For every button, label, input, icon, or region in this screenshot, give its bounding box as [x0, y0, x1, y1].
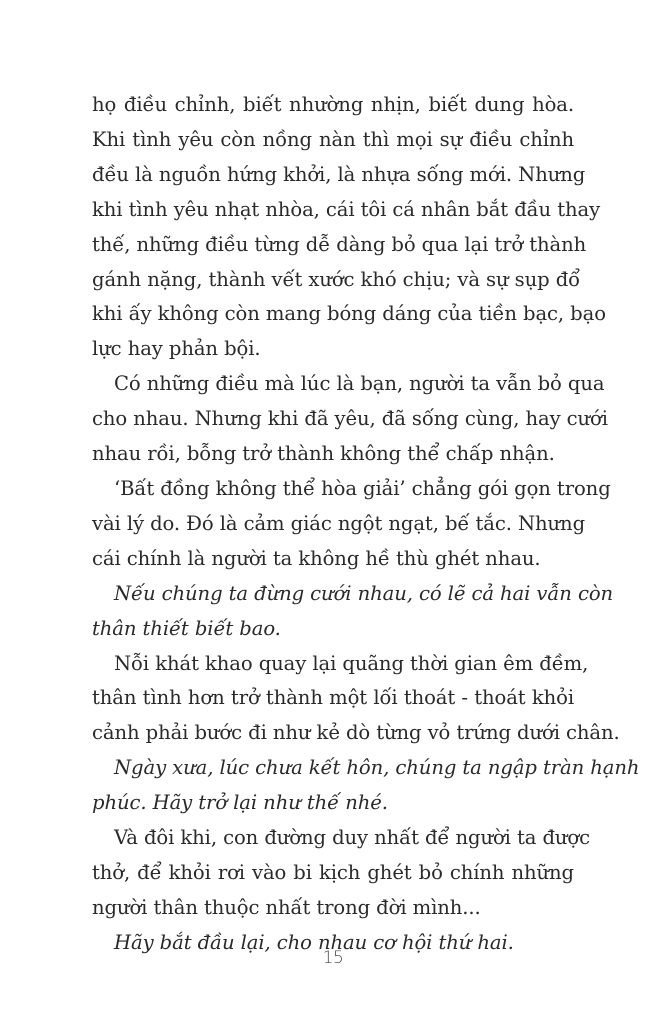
text-line: Nếu chúng ta đừng cưới nhau, có lẽ cả hai vẫn còn: [114, 581, 614, 605]
text-line: gánh nặng, thành vết xước khó chịu; và sự sụp đổ: [92, 267, 581, 291]
text-line: cảnh phải bước đi như kẻ dò từng vỏ trứng dưới chân.: [92, 721, 620, 745]
text-line: cho nhau. Nhưng khi đã yêu, đã sống cùng, hay cưới: [92, 407, 608, 431]
text-line: người thân thuộc nhất trong đời mình...: [92, 895, 481, 919]
text-line: Và đôi khi, con đường duy nhất để người ta được: [114, 826, 590, 850]
text-line: khi tình yêu nhạt nhòa, cái tôi cá nhân bắt đầu thay: [92, 197, 601, 221]
paragraph-2: [92, 367, 608, 472]
paragraph-1: [92, 88, 606, 367]
text-line: Khi tình yêu còn nồng nàn thì mọi sự điều chỉnh: [92, 127, 574, 151]
text-line: khi ấy không còn mang bóng dáng của tiền bạc, bạo: [92, 302, 606, 326]
text-line: lực hay phản bội.: [92, 337, 261, 361]
text-line: nhau rồi, bỗng trở thành không thể chấp nhận.: [92, 442, 555, 466]
text-line: Ngày xưa, lúc chưa kết hôn, chúng ta ngập tràn hạnh: [114, 756, 640, 780]
paragraph-3: [92, 472, 611, 577]
text-line: vài lý do. Đó là cảm giác ngột ngạt, bế tắc. Nhưng: [92, 511, 586, 535]
text-line: đều là nguồn hứng khởi, là nhựa sống mới. Nhưng: [92, 162, 586, 186]
text-line: thế, những điều từng dễ dàng bỏ qua lại trở thành: [92, 232, 587, 256]
text-line: phúc. Hãy trở lại như thế nhé.: [92, 791, 388, 815]
paragraph-6-italic: [92, 751, 640, 821]
paragraph-7: [92, 821, 590, 926]
body-text: [92, 88, 640, 961]
text-line: Hãy bắt đầu lại, cho nhau cơ hội thứ hai.: [114, 930, 514, 954]
text-line: cái chính là người ta không hề thù ghét nhau.: [92, 546, 541, 570]
page-number: 15: [322, 948, 344, 968]
text-line: thân thiết biết bao.: [92, 616, 281, 640]
text-line: Có những điều mà lúc là bạn, người ta vẫn bỏ qua: [114, 372, 605, 396]
paragraph-5: [92, 647, 620, 752]
text-line: họ điều chỉnh, biết nhường nhịn, biết dung hòa.: [92, 93, 574, 116]
text-line: thân tình hơn trở thành một lối thoát - thoát khỏi: [92, 686, 574, 710]
text-line: thở, để khỏi rơi vào bi kịch ghét bỏ chính những: [92, 860, 574, 884]
text-line: ‘Bất đồng không thể hòa giải’ chẳng gói gọn trong: [114, 476, 611, 500]
paragraph-4-italic: [92, 577, 614, 647]
text-line: Nỗi khát khao quay lại quãng thời gian êm đềm,: [114, 651, 589, 675]
